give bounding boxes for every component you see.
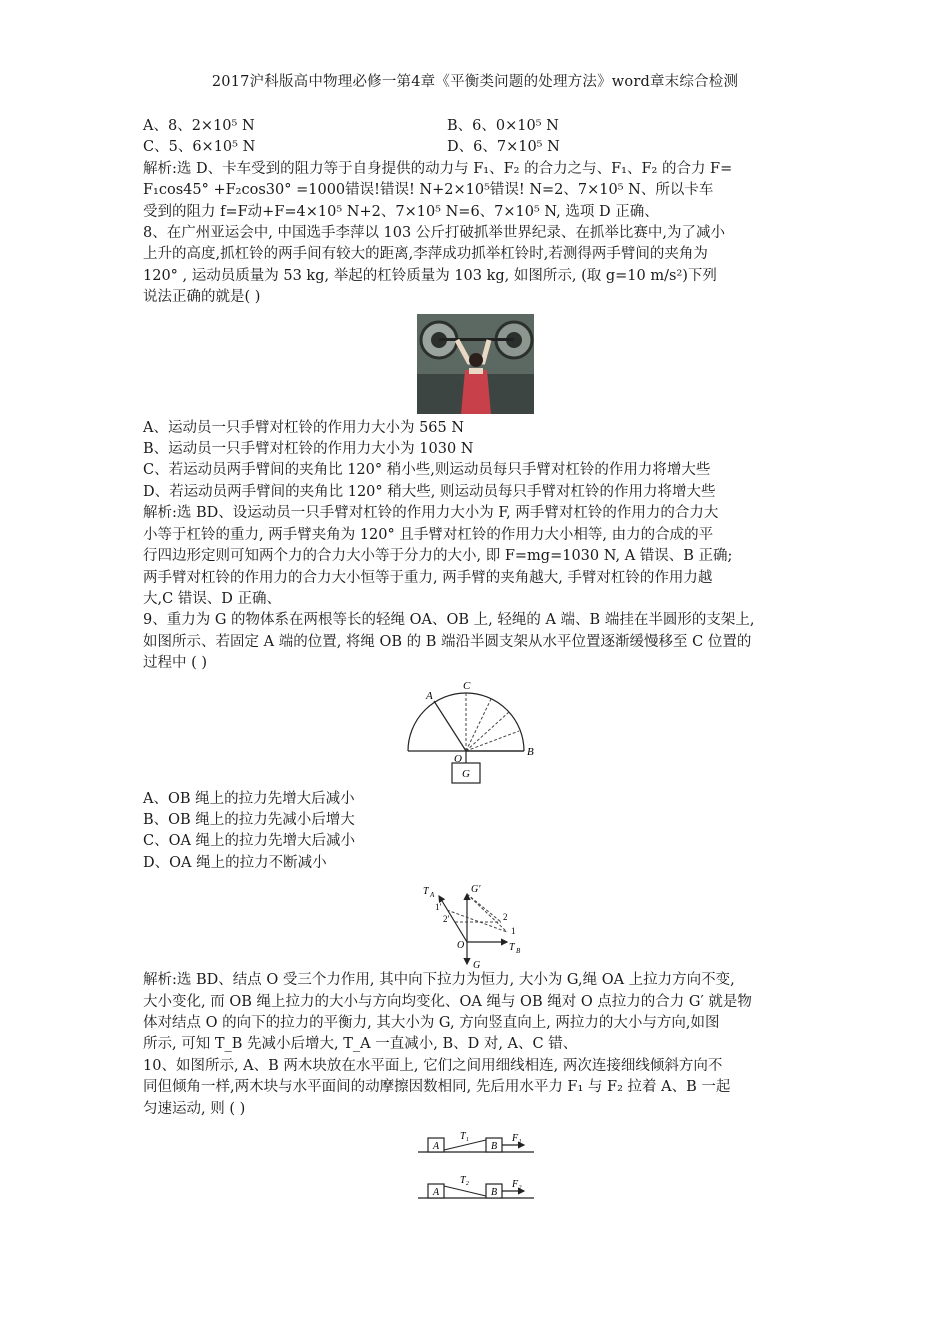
label-c: C [462,679,470,692]
label-2-prime: 2′ [442,914,449,925]
q8-stem-line: 8、在广州亚运会中, 中国选手李萍以 103 公斤打破抓举世界纪录、在抓举比赛中,为了减小 [143,225,725,242]
page-header: 2017沪科版高中物理必修一第4章《平衡类问题的处理方法》word章末综合检测 [211,74,739,90]
label-1-prime: 1′ [434,902,441,913]
q7-option-a[interactable]: A、8、2×10⁵ N [143,118,255,134]
label-g: G [472,960,480,971]
label-ta: T [422,886,429,898]
blocks-figure [416,1130,536,1212]
q9-stem-line: 如图所示、若固定 A 端的位置, 将绳 OB 的 B 端沿半圆支架从水平位置逐渐缓慢移至 C 位置的 [143,633,752,650]
label-o: O [456,940,464,952]
q8-analysis-line: 大,C 错误、D 正确、 [143,590,282,607]
label-g-prime: G′ [470,884,480,896]
q9-stem-line: 过程中 ( ) [143,655,208,672]
content [143,116,808,1212]
label-a: A [425,689,433,702]
q7-analysis-line: 受到的阻力 f=F动+F=4×10⁵ N+2、7×10⁵ N=6、7×10⁵ N, 选项 D 正确、 [143,203,659,220]
label-g: G [461,767,470,780]
label-1: 1 [510,926,515,937]
q9-analysis-line: 所示, 可知 T_B 先减小后增大, T_A 一直减小, B、D 对, A、C 错、 [143,1036,578,1053]
label-t1: T₁ [459,1131,469,1142]
q8-option-d[interactable]: D、若运动员两手臂间的夹角比 120° 稍大些, 则运动员每只手臂对杠铃的作用力将增大些 [143,483,716,500]
rope-oa [434,701,466,751]
q7-option-d[interactable]: D、6、7×10⁵ N [447,139,560,156]
q8-analysis-line: 解析:选 BD、设运动员一只手臂对杠铃的作用力大小为 F, 两手臂对杠铃的作用力的合力大 [143,505,719,522]
label-b: B [526,745,534,758]
q8-option-b[interactable]: B、运动员一只手臂对杠铃的作用力大小为 1030 N [143,441,474,458]
q10-stem-line: 同但倾角一样,两木块与水平面间的动摩擦因数相同, 先后用水平力 F₁ 与 F₂ 拉着 A、B 一起 [143,1079,731,1096]
label-b: B [490,1187,497,1198]
q9-option-d[interactable]: D、OA 绳上的拉力不断减小 [143,854,327,871]
q9-option-a[interactable]: A、OB 绳上的拉力先增大后减小 [143,790,355,807]
q8-stem-line: 说法正确的就是( ) [143,289,261,306]
label-f1: F₁ [511,1133,522,1144]
q7-option-b[interactable]: B、6、0×10⁵ N [447,118,559,134]
q9-analysis-line: 体对结点 O 的向下的拉力的平衡力, 其大小为 G, 方向竖直向上, 两拉力的大小与方向,如图 [143,1014,720,1031]
q9-option-b[interactable]: B、OB 绳上的拉力先减小后增大 [143,811,355,828]
q10-stem-line: 10、如图所示, A、B 两木块放在水平面上, 它们之间用细线相连, 两次连接细线倾斜方向不 [143,1057,723,1074]
label-a: A [432,1141,439,1152]
q9-analysis-line: 解析:选 BD、结点 O 受三个力作用, 其中向下拉力为恒力, 大小为 G,绳 OA 上拉力方向不变, [143,972,735,989]
dashed-line [466,712,509,751]
semicircle-support-figure [406,679,546,789]
label-t2: T₂ [459,1175,469,1186]
label-a: A [432,1187,439,1198]
q10-stem-line: 匀速运动, 则 ( ) [143,1100,246,1117]
q7-option-row [143,137,808,158]
q8-analysis-line: 行四边形定则可知两个力的合力大小等于分力的大小, 即 F=mg=1030 N, A 错误、B 正确; [143,548,733,565]
label-o: O [453,752,462,765]
q9-option-c[interactable]: C、OA 绳上的拉力先增大后减小 [143,833,356,850]
label-2: 2 [502,912,507,923]
q8-stem-line: 120° , 运动员质量为 53 kg, 举起的杠铃质量为 103 kg, 如图所示, (取 g=10 m/s²)下列 [143,267,717,284]
force-triangle-figure [421,882,531,970]
dashed-line [447,910,507,932]
label-ta-sub: A [429,891,434,900]
label-b: B [490,1141,497,1152]
q8-stem-line: 上升的高度,抓杠铃的两手间有较大的距离,李萍成功抓举杠铃时,若测得两手臂间的夹角为 [143,246,708,263]
dashed-line [466,731,519,751]
dashed-line [467,894,501,922]
label-f2: F₂ [511,1179,522,1190]
q8-option-a[interactable]: A、运动员一只手臂对杠铃的作用力大小为 565 N [143,419,465,436]
q9-stem-line: 9、重力为 G 的物体系在两根等长的轻绳 OA、OB 上, 轻绳的 A 端、B 端挂在半圆形的支架上, [143,612,755,629]
q7-option-c[interactable]: C、5、6×10⁵ N [143,139,256,156]
label-tb: T [508,942,515,954]
q9-analysis-line: 大小变化, 而 OB 绳上拉力的大小与方向均变化、OA 绳与 OB 绳对 O 点拉力的合力 G′ 就是物 [143,993,752,1010]
q8-analysis-line: 小等于杠铃的重力, 两手臂夹角为 120° 且手臂对杠铃的作用力大小相等, 由力的合成的平 [143,526,714,543]
weightlifter-illustration [417,314,534,414]
q7-analysis-line: 解析:选 D、卡车受到的阻力等于自身提供的动力与 F₁、F₂ 的合力之与、F₁、F₂ 的合力 F= [143,160,733,177]
q8-analysis-line: 两手臂对杠铃的作用力的合力大小恒等于重力, 两手臂的夹角越大, 手臂对杠铃的作用力越 [143,569,713,586]
dashed-line [467,894,507,932]
weightlifter-photo [417,314,534,414]
q7-option-row [143,116,808,137]
q7-analysis-line: F₁cos45° +F₂cos30° =1000错误!错误! N+2×10⁵错误! N=2、7×10⁵ N、所以卡车 [143,182,714,199]
string-t2 [444,1186,486,1196]
q8-option-c[interactable]: C、若运动员两手臂间的夹角比 120° 稍小些,则运动员每只手臂对杠铃的作用力将增大些 [143,462,711,479]
label-tb-sub: B [515,947,520,956]
